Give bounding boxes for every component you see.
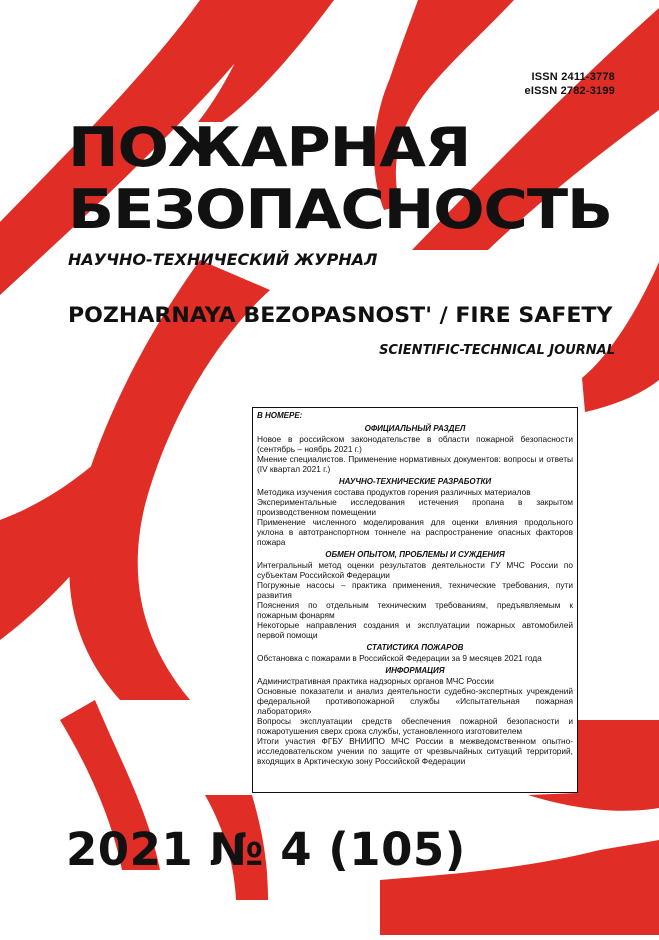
section-heading-information: ИНФОРМАЦИЯ (385, 666, 445, 675)
contents-box (252, 407, 578, 793)
contents-item: Обстановка с пожарами в Российской Федерации за 9 месяцев 2021 года (257, 653, 542, 663)
contents-item: Интегральный метод оценки результатов деятельности ГУ МЧС России по субъектам Российской Федерации (257, 560, 573, 580)
section-heading-official: ОФИЦИАЛЬНЫЙ РАЗДЕЛ (364, 424, 466, 433)
journal-title-line1: ПОЖАРНАЯ (68, 116, 471, 179)
journal-title-line2: БЕЗОПАСНОСТЬ (68, 178, 612, 241)
contents-item: Экспериментальные исследования истечения пропана в закрытом производственном помещении (257, 497, 573, 517)
issn-print: ISSN 2411-3778 (531, 71, 615, 83)
section-heading-research: НАУЧНО-ТЕХНИЧЕСКИЕ РАЗРАБОТКИ (338, 477, 492, 486)
journal-title-en: POZHARNAYA BEZOPASNOST' / FIRE SAFETY (68, 303, 613, 327)
contents-item: Итоги участия ФГБУ ВНИИПО МЧС России в межведомственном опытно-исследовательском учении по защите от чрезвычайных ситуаций территорий, входящих в Арктическую зону Российской Федерации (257, 736, 573, 766)
journal-subtitle-ru: НАУЧНО-ТЕХНИЧЕСКИЙ ЖУРНАЛ (68, 250, 378, 269)
contents-item: Вопросы эксплуатации средств обеспечения пожарной безопасности и пожаротушения сверх срока службы, установленного изготовителем (257, 716, 573, 736)
red-stripe-right-mid (582, 262, 659, 412)
contents-item: Мнение специалистов. Применение нормативных документов: вопросы и ответы (IV квартал 2021 г.) (257, 454, 573, 474)
contents-item: Новое в российском законодательстве в области пожарной безопасности (сентябрь – ноябрь 2021 г.) (257, 434, 573, 454)
contents-item: Методика изучения состава продуктов горения различных материалов (257, 487, 531, 497)
contents-item: Пояснения по отдельным техническим требованиям, предъявляемым к пожарным фонарям (257, 600, 573, 620)
journal-subtitle-en: SCIENTIFIC-TECHNICAL JOURNAL (379, 343, 615, 358)
section-heading-statistics: СТАТИСТИКА ПОЖАРОВ (366, 643, 464, 652)
contents-item: Некоторые направления создания и эксплуатации пожарных автомобилей первой помощи (257, 620, 573, 640)
contents-label: В НОМЕРЕ: (257, 411, 303, 420)
contents-item: Погружные насосы – практика применения, технические требования, пути развития (257, 580, 573, 600)
contents-item: Применение численного моделирования для оценки влияния продольного уклона в автотранспортном тоннеле на распространение опасных факторов пожара (257, 517, 573, 547)
contents-item: Административная практика надзорных органов МЧС России (257, 676, 494, 686)
issue-number: 2021 № 4 (105) (66, 823, 466, 876)
section-heading-experience: ОБМЕН ОПЫТОМ, ПРОБЛЕМЫ И СУЖДЕНИЯ (325, 550, 505, 559)
contents-item: Основные показатели и анализ деятельности судебно-экспертных учреждений федеральной противопожарной службы «Испытательная пожарная лаборатория» (257, 686, 573, 716)
issn-online: eISSN 2782-3199 (524, 85, 615, 97)
